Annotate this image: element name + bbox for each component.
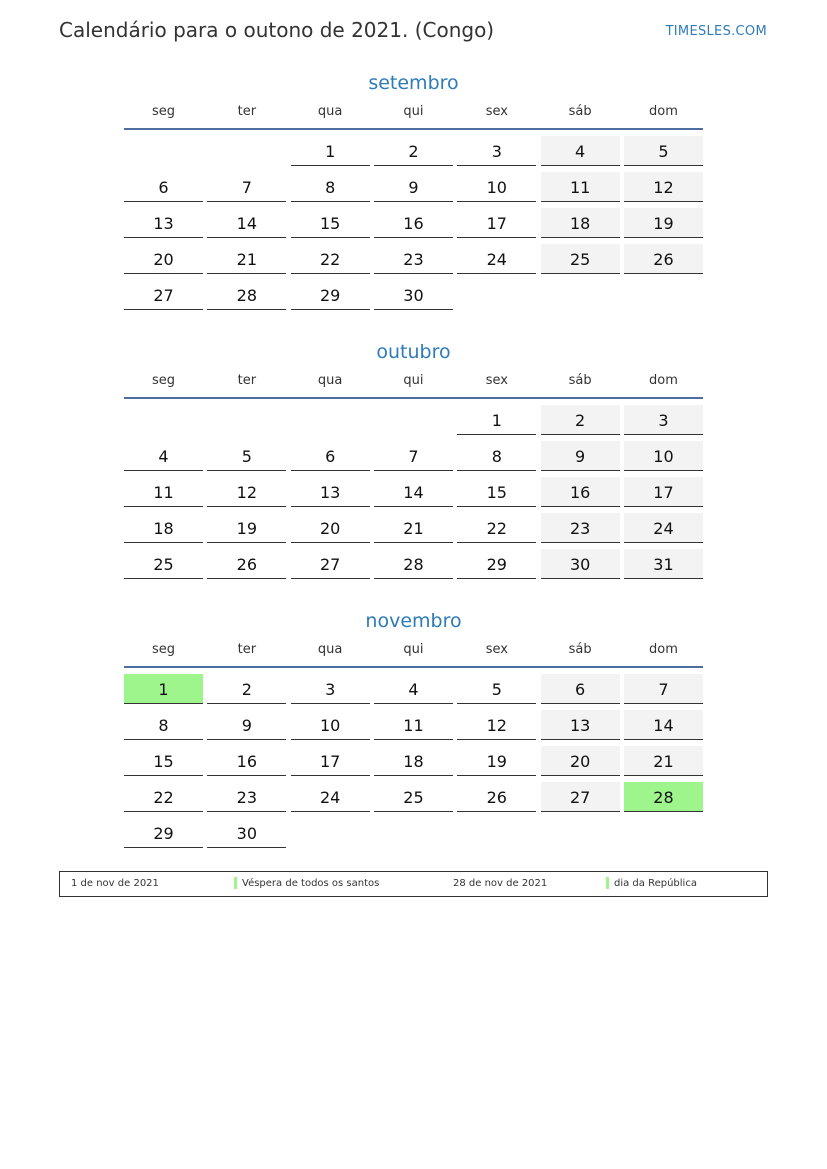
- day-cell: 9: [541, 441, 620, 471]
- weekday-label: qua: [317, 104, 343, 119]
- weekday-header: [124, 102, 703, 130]
- weekday-header: [124, 371, 703, 399]
- week-row: [124, 170, 703, 206]
- day-cell: 29: [291, 280, 370, 310]
- day-grid: [124, 403, 703, 583]
- day-grid: [124, 134, 703, 314]
- day-cell: 21: [374, 513, 453, 543]
- day-cell: 24: [457, 244, 536, 274]
- month-october: [124, 339, 703, 583]
- week-row: [124, 134, 703, 170]
- weekday-label: ter: [237, 642, 257, 657]
- day-cell: 18: [374, 746, 453, 776]
- day-cell: 21: [624, 746, 703, 776]
- day-cell: 14: [624, 710, 703, 740]
- day-cell: 12: [624, 172, 703, 202]
- day-cell: 27: [124, 280, 203, 310]
- day-cell: 1: [457, 405, 536, 435]
- weekday-label: sex: [485, 373, 508, 388]
- day-cell: 12: [207, 477, 286, 507]
- holiday-day-cell: 1: [124, 674, 203, 704]
- day-cell: 24: [291, 782, 370, 812]
- month-september: [124, 70, 703, 314]
- week-row: [124, 672, 703, 708]
- day-cell: 19: [457, 746, 536, 776]
- day-cell: 7: [374, 441, 453, 471]
- empty-day-cell: [124, 405, 203, 435]
- week-row: [124, 816, 703, 852]
- day-cell: 20: [124, 244, 203, 274]
- weekday-label: seg: [151, 642, 176, 657]
- empty-day-cell: [291, 818, 370, 848]
- day-cell: 3: [457, 136, 536, 166]
- week-row: [124, 511, 703, 547]
- empty-day-cell: [624, 818, 703, 848]
- day-cell: 17: [457, 208, 536, 238]
- empty-day-cell: [207, 136, 286, 166]
- day-cell: 25: [124, 549, 203, 579]
- month-november: [124, 608, 703, 852]
- weekday-label: sáb: [568, 104, 592, 119]
- week-row: [124, 206, 703, 242]
- day-cell: 11: [124, 477, 203, 507]
- day-cell: 6: [124, 172, 203, 202]
- day-cell: 29: [124, 818, 203, 848]
- day-cell: 4: [124, 441, 203, 471]
- day-cell: 26: [457, 782, 536, 812]
- day-cell: 6: [541, 674, 620, 704]
- empty-day-cell: [291, 405, 370, 435]
- week-row: [124, 547, 703, 583]
- day-cell: 17: [291, 746, 370, 776]
- day-cell: 19: [624, 208, 703, 238]
- holiday-legend: [59, 871, 768, 897]
- day-cell: 16: [207, 746, 286, 776]
- day-grid: [124, 672, 703, 852]
- day-cell: 16: [374, 208, 453, 238]
- day-cell: 8: [124, 710, 203, 740]
- day-cell: 18: [541, 208, 620, 238]
- day-cell: 22: [457, 513, 536, 543]
- day-cell: 18: [124, 513, 203, 543]
- empty-day-cell: [207, 405, 286, 435]
- day-cell: 3: [624, 405, 703, 435]
- legend-name-1: Véspera de todos os santos: [242, 878, 380, 889]
- weekday-label: dom: [649, 373, 678, 388]
- day-cell: 23: [374, 244, 453, 274]
- day-cell: 22: [124, 782, 203, 812]
- weekday-label: sex: [485, 642, 508, 657]
- day-cell: 2: [207, 674, 286, 704]
- day-cell: 19: [207, 513, 286, 543]
- page-title: Calendário para o outono de 2021. (Congo): [59, 18, 495, 42]
- legend-date-1: 1 de nov de 2021: [71, 878, 159, 889]
- day-cell: 27: [541, 782, 620, 812]
- day-cell: 5: [207, 441, 286, 471]
- day-cell: 11: [374, 710, 453, 740]
- weekday-label: sáb: [568, 642, 592, 657]
- empty-day-cell: [457, 818, 536, 848]
- brand-link[interactable]: TIMESLES.COM: [665, 24, 767, 39]
- day-cell: 10: [291, 710, 370, 740]
- day-cell: 15: [457, 477, 536, 507]
- week-row: [124, 475, 703, 511]
- day-cell: 3: [291, 674, 370, 704]
- week-row: [124, 242, 703, 278]
- empty-day-cell: [374, 818, 453, 848]
- day-cell: 11: [541, 172, 620, 202]
- week-row: [124, 403, 703, 439]
- day-cell: 8: [457, 441, 536, 471]
- day-cell: 16: [541, 477, 620, 507]
- weekday-label: seg: [151, 104, 176, 119]
- week-row: [124, 278, 703, 314]
- day-cell: 10: [624, 441, 703, 471]
- holiday-day-cell: 28: [624, 782, 703, 812]
- week-row: [124, 744, 703, 780]
- weekday-label: ter: [237, 104, 257, 119]
- day-cell: 7: [207, 172, 286, 202]
- day-cell: 15: [124, 746, 203, 776]
- day-cell: 13: [541, 710, 620, 740]
- day-cell: 30: [541, 549, 620, 579]
- day-cell: 14: [207, 208, 286, 238]
- empty-day-cell: [624, 280, 703, 310]
- day-cell: 27: [291, 549, 370, 579]
- day-cell: 13: [291, 477, 370, 507]
- legend-marker-2: [606, 877, 609, 889]
- day-cell: 8: [291, 172, 370, 202]
- day-cell: 29: [457, 549, 536, 579]
- day-cell: 28: [207, 280, 286, 310]
- day-cell: 17: [624, 477, 703, 507]
- day-cell: 10: [457, 172, 536, 202]
- day-cell: 30: [207, 818, 286, 848]
- weekday-label: qua: [317, 642, 343, 657]
- day-cell: 25: [541, 244, 620, 274]
- day-cell: 7: [624, 674, 703, 704]
- day-cell: 14: [374, 477, 453, 507]
- week-row: [124, 708, 703, 744]
- day-cell: 5: [624, 136, 703, 166]
- day-cell: 5: [457, 674, 536, 704]
- weekday-label: qua: [317, 373, 343, 388]
- empty-day-cell: [541, 280, 620, 310]
- legend-name-2: dia da República: [614, 878, 697, 889]
- day-cell: 25: [374, 782, 453, 812]
- day-cell: 4: [374, 674, 453, 704]
- day-cell: 28: [374, 549, 453, 579]
- week-row: [124, 439, 703, 475]
- month-title: setembro: [368, 72, 459, 94]
- day-cell: 1: [291, 136, 370, 166]
- day-cell: 2: [541, 405, 620, 435]
- day-cell: 9: [374, 172, 453, 202]
- weekday-label: sáb: [568, 373, 592, 388]
- weekday-label: sex: [485, 104, 508, 119]
- day-cell: 26: [624, 244, 703, 274]
- weekday-label: qui: [403, 642, 424, 657]
- day-cell: 4: [541, 136, 620, 166]
- day-cell: 26: [207, 549, 286, 579]
- weekday-label: qui: [403, 373, 424, 388]
- legend-marker-1: [234, 877, 237, 889]
- weekday-label: dom: [649, 104, 678, 119]
- day-cell: 31: [624, 549, 703, 579]
- day-cell: 20: [541, 746, 620, 776]
- day-cell: 22: [291, 244, 370, 274]
- empty-day-cell: [124, 136, 203, 166]
- day-cell: 23: [207, 782, 286, 812]
- day-cell: 6: [291, 441, 370, 471]
- weekday-label: dom: [649, 642, 678, 657]
- day-cell: 21: [207, 244, 286, 274]
- day-cell: 23: [541, 513, 620, 543]
- day-cell: 24: [624, 513, 703, 543]
- month-title: outubro: [376, 341, 451, 363]
- day-cell: 9: [207, 710, 286, 740]
- day-cell: 13: [124, 208, 203, 238]
- weekday-label: qui: [403, 104, 424, 119]
- month-title: novembro: [365, 610, 462, 632]
- week-row: [124, 780, 703, 816]
- weekday-label: seg: [151, 373, 176, 388]
- empty-day-cell: [541, 818, 620, 848]
- day-cell: 15: [291, 208, 370, 238]
- legend-date-2: 28 de nov de 2021: [453, 878, 548, 889]
- day-cell: 30: [374, 280, 453, 310]
- day-cell: 2: [374, 136, 453, 166]
- empty-day-cell: [457, 280, 536, 310]
- weekday-header: [124, 640, 703, 668]
- day-cell: 12: [457, 710, 536, 740]
- weekday-label: ter: [237, 373, 257, 388]
- day-cell: 20: [291, 513, 370, 543]
- empty-day-cell: [374, 405, 453, 435]
